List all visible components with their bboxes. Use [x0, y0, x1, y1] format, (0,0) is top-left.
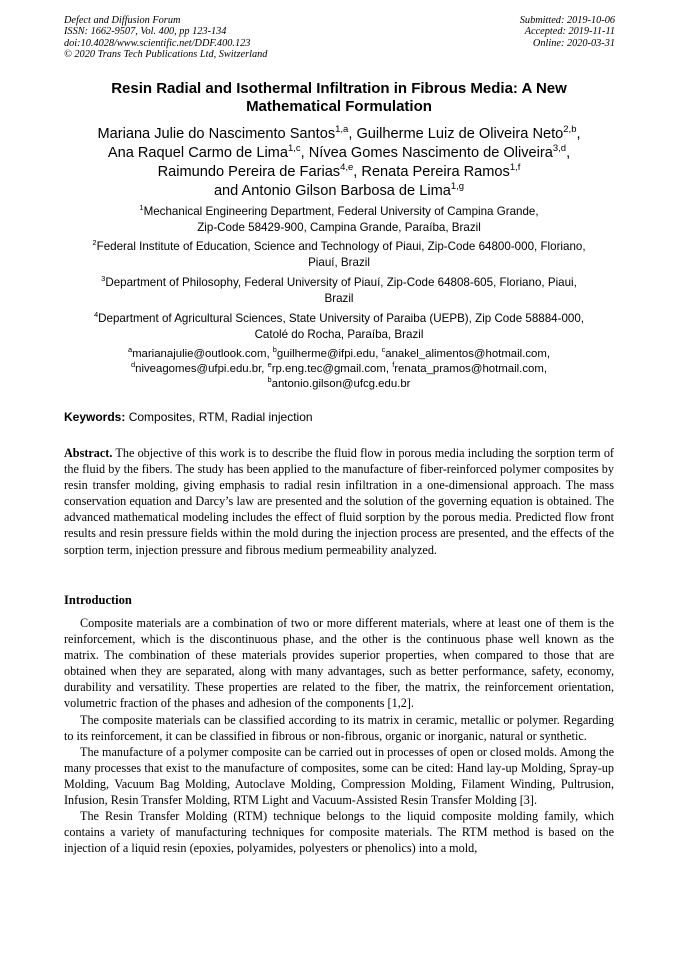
- affiliation-2: [62, 239, 616, 270]
- affiliation-3: [62, 275, 616, 306]
- author-affiliation-mark: 1,f: [509, 162, 521, 174]
- paragraph: The manufacture of a polymer composite can be carried out in processes of open or closed molds. Among the many processes that exist to the manufacture of composites, some can be cited: Hand lay-up Molding, Spray-up Molding, Vacuum Bag Molding, Autoclave Molding, Compression Molding, Filament Winding, Pultrusion, Infusion, Resin Transfer Molding, RTM Light and Vacuum-Assisted Resin Transfer Molding [3].: [64, 744, 614, 808]
- author-name: Guilherme Luiz de Oliveira Neto: [356, 126, 564, 142]
- email-mark: b: [272, 345, 277, 355]
- author-affiliation-mark: 1,a: [335, 124, 349, 136]
- email-link[interactable]: antonio.gilson@ufcg.edu.br: [271, 378, 411, 390]
- author-name: Ana Raquel Carmo de Lima: [107, 145, 288, 161]
- affiliation-mark: 2: [92, 238, 97, 248]
- section-heading-introduction: Introduction: [64, 593, 132, 607]
- author-list: [50, 125, 628, 201]
- email-link[interactable]: anakel_alimentos@hotmail.com,: [385, 348, 551, 360]
- author-affiliation-mark: 3,d: [552, 143, 567, 155]
- journal-name: Defect and Diffusion Forum: [64, 15, 181, 26]
- author-line-1: Mariana Julie do Nascimento Santos$^{1,a}$, Guilherme Luiz de Oliveira Neto$^{2,b}$,: [97, 124, 581, 142]
- keywords-label: Keywords:: [64, 410, 126, 424]
- affiliation-text: Federal Institute of Education, Science and Technology of Piaui, Zip-Code 64800-000, Floriano,: [96, 240, 586, 253]
- abstract: [64, 445, 614, 558]
- email-link[interactable]: niveagomes@ufpi.edu.br,: [135, 363, 268, 375]
- paragraph: The composite materials can be classified according to its matrix in ceramic, metallic or polymer. Regarding to its reinforcement, it can be classified in fibrous or non-fibrous, organic or inorganic, natural or synthetic.: [64, 712, 614, 743]
- email-mark: f: [392, 360, 395, 370]
- affiliation-text: Brazil: [324, 291, 354, 305]
- abstract-text: The objective of this work is to describe the fluid flow in porous media including the sorption term of the fluid by the fibers. The study has been applied to the manufacture of fiber-reinforced polymer composites by resin transfer molding, giving emphasis to radial resin infiltration in a one-dimensional approach. The mass conservation equation and Darcy’s law are presented and the solution of the governing equation is obtained. The advanced mathematical modeling includes the effect of fluid sorption by the porous media. Predicted flow front results and resin pressure fields within the mold during the injection process are presented, and the effects of the sorption term, injection pressure and fibrous medium permeability analyzed.: [64, 446, 614, 557]
- email-mark: a: [127, 345, 133, 355]
- affiliation-mark: 1: [139, 203, 144, 213]
- author-affiliation-mark: 1,g: [450, 181, 465, 193]
- email-mark: e: [267, 360, 272, 370]
- email-link[interactable]: renata_pramos@hotmail.com,: [394, 363, 548, 375]
- email-mark: c: [381, 345, 386, 355]
- author-emails: [62, 347, 616, 392]
- author-name: Nívea Gomes Nascimento de Oliveira: [308, 145, 553, 161]
- affiliation-mark: 3: [101, 274, 106, 284]
- paragraph: The Resin Transfer Molding (RTM) technique belongs to the liquid composite molding family, which contains a variety of manufacturing techniques for composite materials. The RTM method is based on the injection of a liquid resin (epoxies, polyamides, polyesters or phenolics) into a mold,: [64, 809, 614, 856]
- author-name: Raimundo Pereira de Farias: [157, 164, 341, 180]
- submitted-date: Submitted: 2019-10-06: [519, 15, 615, 26]
- affiliation-text: Catolé do Rocha, Paraíba, Brazil: [254, 327, 424, 341]
- affiliation-text: Mechanical Engineering Department, Federal University of Campina Grande,: [143, 205, 539, 218]
- introduction-body: [64, 615, 614, 856]
- author-line-2: Ana Raquel Carmo de Lima$^{1,c}$, Nívea Gomes Nascimento de Oliveira$^{3,d}$,: [107, 143, 571, 161]
- email-link[interactable]: marianajulie@outlook.com,: [132, 348, 273, 360]
- affiliation-text: Piauí, Brazil: [308, 255, 370, 269]
- affiliation-mark: 4: [93, 310, 99, 320]
- online-date: Online: 2020-03-31: [532, 37, 615, 49]
- author-name: Antonio Gilson Barbosa de Lima: [241, 183, 451, 199]
- submission-dates: [520, 15, 615, 49]
- author-affiliation-mark: 2,b: [563, 124, 577, 136]
- affiliation-text: Zip-Code 58429-900, Campina Grande, Paraíba, Brazil: [197, 220, 481, 234]
- title-line-1: Resin Radial and Isothermal Infiltration in Fibrous Media: A New: [111, 80, 567, 97]
- paragraph: Composite materials are a combination of two or more different materials, where at least one of them is the reinforcement, which is the discontinuous phase, and the other is the continuous phase well known as the matrix. The combination of these materials provides superior properties, when compared to those that are obtained when they are separated, along with many advantages, such as better performance, safety, economy, durability and versatility. These properties are related to the fiber, the matrix, the reinforcement orientation, volumetric fraction of the phases and adhesion of the components [1,2].: [64, 616, 614, 711]
- copyright-line: © 2020 Trans Tech Publications Ltd, Switzerland: [64, 49, 268, 61]
- paper-title: [64, 80, 614, 116]
- email-link[interactable]: rp.eng.tec@gmail.com,: [271, 363, 393, 375]
- email-mark: d: [130, 360, 136, 370]
- affiliation-text: Department of Agricultural Sciences, State University of Paraiba (UEPB), Zip Code 58884-000,: [98, 312, 585, 325]
- author-conjunction: and: [213, 183, 242, 199]
- author-line-4: [50, 182, 628, 201]
- doi-line: doi:10.4028/www.scientific.net/DDF.400.123: [64, 37, 251, 49]
- author-affiliation-mark: 1,c: [287, 143, 301, 155]
- issn-line: ISSN: 1662-9507, Vol. 400, pp 123-134: [64, 26, 227, 38]
- author-line-3: Raimundo Pereira de Farias$^{4,e}$, Renata Pereira Ramos$^{1,f}$: [157, 162, 521, 180]
- accepted-date: Accepted: 2019-11-11: [524, 26, 615, 38]
- affiliation-4: [62, 311, 616, 342]
- author-name: Renata Pereira Ramos: [361, 164, 510, 180]
- email-link[interactable]: guilherme@ifpi.edu,: [276, 348, 382, 360]
- author-name: Mariana Julie do Nascimento Santos: [97, 126, 336, 142]
- journal-info: [64, 15, 267, 61]
- title-line-2: Mathematical Formulation: [246, 98, 432, 115]
- author-affiliation-mark: 4,e: [340, 162, 354, 174]
- affiliation-1: [62, 204, 616, 235]
- abstract-label: Abstract.: [64, 446, 113, 460]
- email-mark: b: [267, 375, 272, 385]
- keywords: [64, 410, 313, 424]
- keywords-text: Composites, RTM, Radial injection: [125, 410, 313, 424]
- affiliation-text: Department of Philosophy, Federal University of Piauí, Zip-Code 64808-605, Floriano, Piaui,: [105, 276, 577, 289]
